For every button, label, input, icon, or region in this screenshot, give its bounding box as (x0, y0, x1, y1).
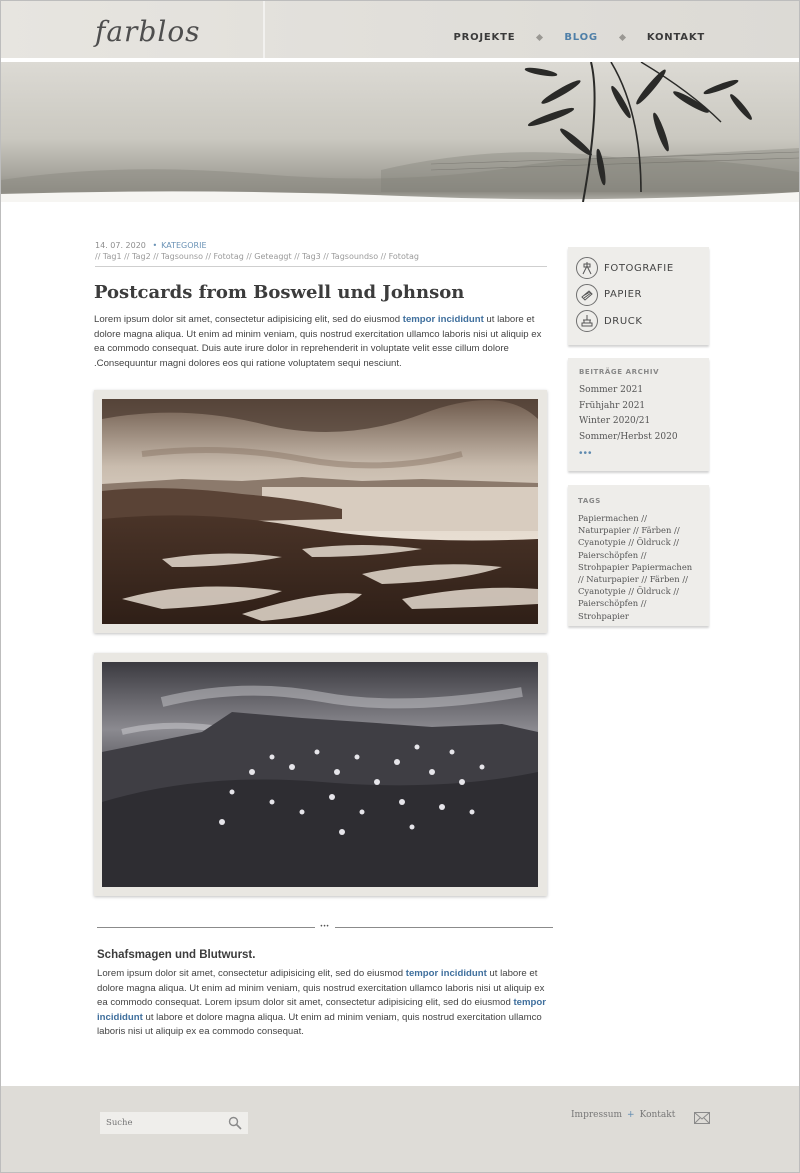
archive-link-sommer-herbst-2020[interactable]: Sommer/Herbst 2020 (579, 431, 678, 442)
impressum-link[interactable]: Impressum (571, 1110, 623, 1120)
body-text: Lorem ipsum dolor sit amet, consectetur adipisicing elit, sed do eiusmod (97, 968, 406, 979)
postcard-photo-flowers[interactable] (94, 653, 547, 896)
mail-icon[interactable] (694, 1111, 710, 1129)
post-lead (94, 313, 552, 371)
sidebar-categories (568, 247, 709, 345)
archive-link-fruehjahr-2021[interactable]: Frühjahr 2021 (579, 400, 646, 411)
kontakt-link[interactable]: Kontakt (639, 1110, 676, 1120)
landscape-image (102, 399, 538, 624)
camera-icon (576, 257, 598, 279)
search-input[interactable] (106, 1118, 221, 1128)
sidebar-item-fotografie[interactable] (576, 255, 701, 282)
print-icon (576, 310, 598, 332)
body-text: ut labore et dolore magna aliqua. Ut enim ad minim veniam, quis nostrud exercitation ullamco laboris nisi ut aliquip ex ea commodo consequat. (97, 1011, 542, 1038)
section-divider (97, 924, 553, 930)
post-category[interactable]: KATEGORIE (161, 241, 207, 250)
footer-links (571, 1110, 675, 1120)
paper-icon (576, 284, 598, 306)
nav-kontakt[interactable]: KONTAKT (646, 32, 705, 43)
flowers-image (102, 662, 538, 887)
main-nav (453, 32, 705, 43)
archive-title: BEITRÄGE ARCHIV (579, 368, 660, 376)
nav-projekte[interactable]: PROJEKTE (453, 32, 516, 43)
divider-ornament: ••• (315, 924, 335, 930)
sidebar-item-druck[interactable] (576, 308, 701, 335)
tag-cloud[interactable]: Papiermachen // Naturpapier // Färben // Cyanotypie // Öldruck // Paierschöpfen // Strohpapier Papiermachen // Naturpapier // Färben // Cyanotypie // Öldruck // Paierschöpfen // Strohpapier (578, 513, 693, 621)
tags-title: TAGS (578, 497, 601, 505)
sidebar-item-papier[interactable] (576, 282, 701, 309)
footer-separator: + (627, 1110, 635, 1120)
category-label: FOTOGRAFIE (604, 262, 674, 274)
postcard-photo-landscape[interactable] (94, 390, 547, 633)
body-text: ut labore et dolore magna aliqua. Ut enim ad minim veniam, quis nostrud exercitation ullamco laboris nisi ut aliquip ex ea commodo consequat. Lorem ipsum dolor sit amet, consectetur adipisicing elit, sed do eiusmod (97, 968, 545, 1009)
meta-bullet: • (152, 241, 158, 250)
section-body (97, 967, 557, 1040)
post-tags[interactable]: // Tag1 // Tag2 // Tagsounso // Fototag // Geteaggt // Tag3 // Tagsoundso // Fototag (95, 252, 419, 261)
section-subtitle: Schafsmagen und Blutwurst. (97, 949, 256, 961)
archive-more-button[interactable]: ••• (579, 448, 593, 459)
body-link[interactable]: tempor incididunt (97, 997, 546, 1023)
hero-banner (1, 62, 799, 202)
lead-text: Lorem ipsum dolor sit amet, consectetur adipisicing elit, sed do eiusmod (94, 314, 403, 325)
archive-link-sommer-2021[interactable]: Sommer 2021 (579, 385, 644, 395)
lead-link[interactable]: tempor incididunt (402, 314, 484, 325)
body-link[interactable]: tempor incididunt (405, 968, 487, 979)
sidebar-archive (568, 358, 709, 471)
archive-link-winter-2020-21[interactable]: Winter 2020/21 (579, 416, 651, 426)
hero-image (1, 62, 799, 202)
category-label: PAPIER (604, 289, 643, 301)
lead-text: ut labore et dolore magna aliqua. Ut enim ad minim veniam, quis nostrud exercitation ullamco laboris nisi ut aliquip ex ea commodo consequat. Duis aute irure dolor in reprehenderit in voluptate velit esse cillum dolore .Consequuntur magni dolores eos qui ratione voluptatem sequi nesciunt. (94, 314, 542, 369)
site-footer (1, 1086, 799, 1172)
post-title: Postcards from Boswell und Johnson (94, 282, 465, 303)
nav-separator (536, 34, 543, 41)
post-meta (95, 241, 547, 267)
search-icon[interactable] (228, 1116, 242, 1135)
nav-separator (619, 34, 626, 41)
nav-blog[interactable]: BLOG (564, 32, 598, 43)
category-label: DRUCK (604, 315, 643, 327)
search-box (100, 1112, 248, 1134)
header-divider (263, 1, 265, 59)
site-header (1, 1, 799, 60)
post-date: 14. 07. 2020 (95, 241, 146, 250)
sidebar-tags (568, 485, 709, 626)
site-logo[interactable]: farblos (95, 15, 201, 48)
